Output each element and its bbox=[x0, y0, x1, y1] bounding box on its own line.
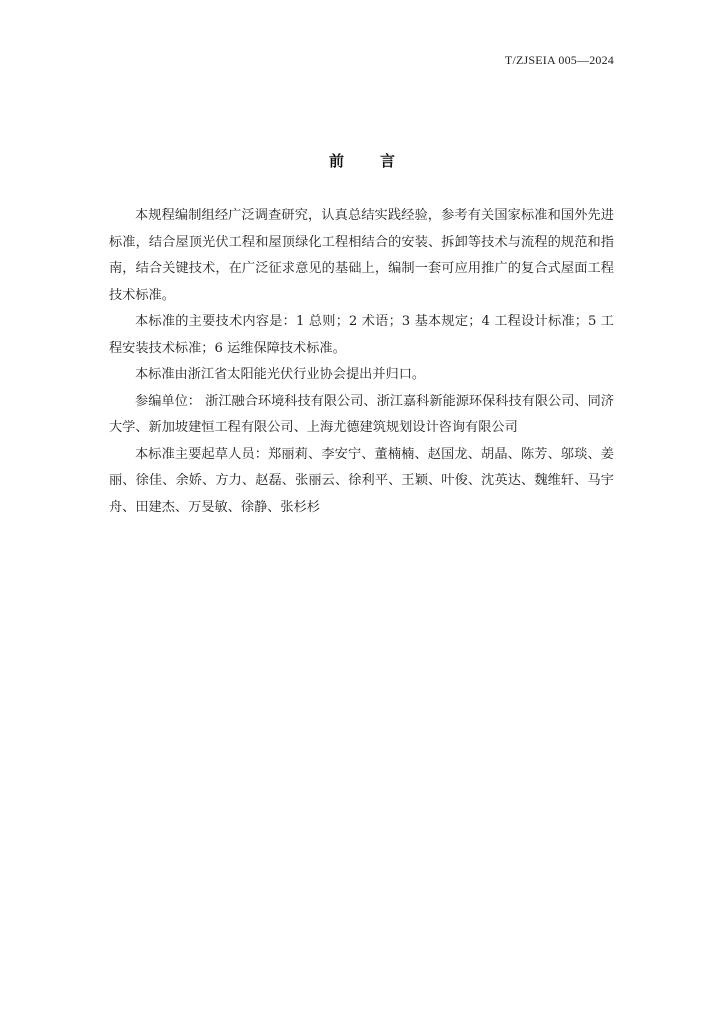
paragraph-participating-units: 参编单位： 浙江融合环境科技有限公司、浙江嘉科新能源环保科技有限公司、同济大学、新加坡建恒工程有限公司、上海尤德建筑规划设计咨询有限公司 bbox=[109, 393, 614, 435]
title-char-1: 前 bbox=[328, 152, 344, 170]
paragraph-compilation: 本规程编制组经广泛调查研究，认真总结实践经验，参考有关国家标准和国外先进标准，结合屋顶光伏工程和屋顶绿化工程相结合的安装、拆卸等技术与流程的规范和指南，结合关键技术，在广泛征求意见的基础上，编制一套可应用推广的复合式屋面工程技术标准。 bbox=[109, 208, 614, 303]
body-text bbox=[109, 203, 614, 521]
standard-code: T/ZJSEIA 005—2024 bbox=[504, 53, 614, 67]
paragraph-main-content: 本标准的主要技术内容是：1 总则；2 术语；3 基本规定；4 工程设计标准；5 工程安装技术标准；6 运维保障技术标准。 bbox=[109, 314, 614, 356]
title-char-2: 言 bbox=[380, 152, 396, 170]
paragraph-drafters: 本标准主要起草人员：郑丽莉、李安宁、董楠楠、赵国龙、胡晶、陈芳、邬琰、姜丽、徐佳、余娇、方力、赵磊、张丽云、徐利平、王颖、叶俊、沈英达、魏维轩、马宇舟、田建杰、万旻敏、徐静、张杉杉 bbox=[109, 446, 614, 515]
page-title bbox=[0, 150, 724, 171]
paragraph-proposer: 本标准由浙江省太阳能光伏行业协会提出并归口。 bbox=[135, 367, 426, 382]
